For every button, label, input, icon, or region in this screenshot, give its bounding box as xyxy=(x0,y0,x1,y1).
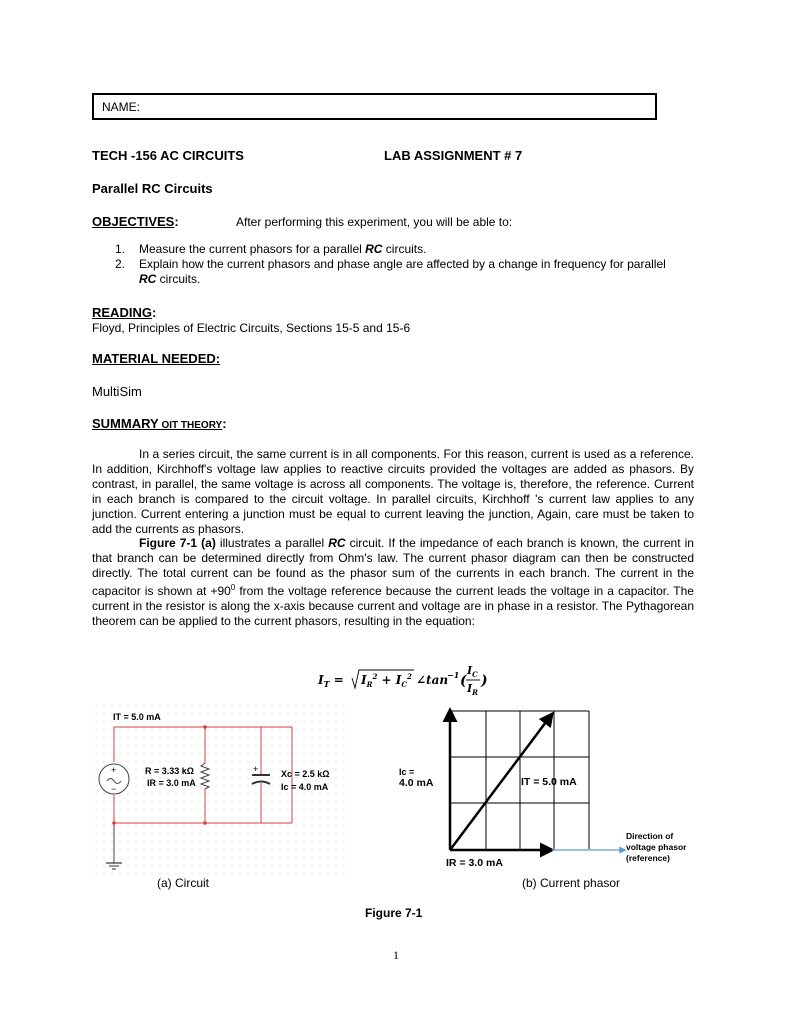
svg-text:+: + xyxy=(111,765,117,775)
reading-heading: READING: xyxy=(92,305,157,320)
lab-number: LAB ASSIGNMENT # 7 xyxy=(384,148,523,163)
resistor-label: R = 3.33 kΩ xyxy=(145,766,194,776)
phasor-caption: (b) Current phasor xyxy=(522,876,621,890)
svg-text:−1: −1 xyxy=(447,670,460,680)
capacitor-reactance-label: Xc = 2.5 kΩ xyxy=(281,769,330,779)
svg-text:IR: $I_R$ xyxy=(467,682,478,697)
svg-text:+: + xyxy=(253,764,259,774)
figure-caption: Figure 7-1 xyxy=(365,906,423,920)
objective-item: 2. Explain how the current phasors and phase angle are affected by a change in frequency for parallel RC circuits. xyxy=(115,257,666,286)
objectives-heading: OBJECTIVES: xyxy=(92,214,179,229)
course-title: TECH -156 AC CIRCUITS xyxy=(92,148,244,163)
voltage-reference-note: Direction of voltage phasor (reference) xyxy=(626,831,687,863)
svg-text:∠tan: ∠tan xyxy=(416,673,449,687)
svg-text:): ) xyxy=(481,673,488,689)
phasor-ic-label: Ic = 4.0 mA xyxy=(399,767,434,789)
lab-title: Parallel RC Circuits xyxy=(92,181,213,196)
resistor-current-label: IR = 3.0 mA xyxy=(147,778,196,788)
material-text: MultiSim xyxy=(92,384,142,399)
summary-paragraph-1: In a series circuit, the same current is in all components. For this reason, current is used as a reference. In addition, Kirchhoff's voltage law applies to reactive circuits provided the voltages are added as phasors. By contrast, in parallel, the same voltage is across all components. The voltage is, therefore, the reference. Current in each branch is compared to the circuit voltage. In parallel circuits, Kirchhoff 's current law applies to any junction. Current entering a junction must be equal to current leaving the junction, Again, care must be taken to add the currents as phasors. xyxy=(92,447,694,536)
svg-text:IT =: $I_T$ = xyxy=(318,673,344,689)
phasor-ir-label: IR = 3.0 mA xyxy=(446,857,503,869)
pythagorean-equation xyxy=(318,660,488,703)
svg-text:IC: $I_C$ xyxy=(467,664,478,679)
svg-text:(: ( xyxy=(460,673,467,689)
name-label: NAME: xyxy=(102,100,141,114)
summary-heading: SUMMARY OIT THEORY: xyxy=(92,416,227,431)
svg-text:IR2 + IC2: $I_R^2 + I_C^2$ xyxy=(361,672,412,689)
page-number: 1 xyxy=(393,948,399,962)
objective-item: 1. Measure the current phasors for a parallel RC circuits. xyxy=(115,242,427,256)
summary-paragraph-2: Figure 7-1 (a) illustrates a parallel RC circuit. If the impedance of each branch is known, the current in that branch can be determined directly from Ohm's law. The current phasor diagram can then be constructed directly. The total current can be found as the phasor sum of the currents in each branch. The current in the capacitor is shown at $+90^0$ from the voltage reference because the current leads the voltage in a capacitor. The current in the resistor is along the x-axis because current and voltage are in phase in a resistor. The Pythagorean theorem can be applied to the current phasors, resulting in the equation: xyxy=(92,536,694,628)
objectives-intro: After performing this experiment, you will be able to: xyxy=(236,215,513,229)
svg-text:−: − xyxy=(111,784,117,794)
objectives-list xyxy=(92,242,672,287)
material-heading: MATERIAL NEEDED: xyxy=(92,351,221,366)
capacitor-current-label: Ic = 4.0 mA xyxy=(281,782,329,792)
circuit-it-label: IT = 5.0 mA xyxy=(113,712,161,722)
name-field[interactable] xyxy=(92,93,657,120)
circuit-caption: (a) Circuit xyxy=(157,876,210,890)
summary-text xyxy=(92,447,694,629)
phasor-it-label: IT = 5.0 mA xyxy=(521,776,577,788)
reading-text: Floyd, Principles of Electric Circuits, Sections 15-5 and 15-6 xyxy=(92,321,411,335)
